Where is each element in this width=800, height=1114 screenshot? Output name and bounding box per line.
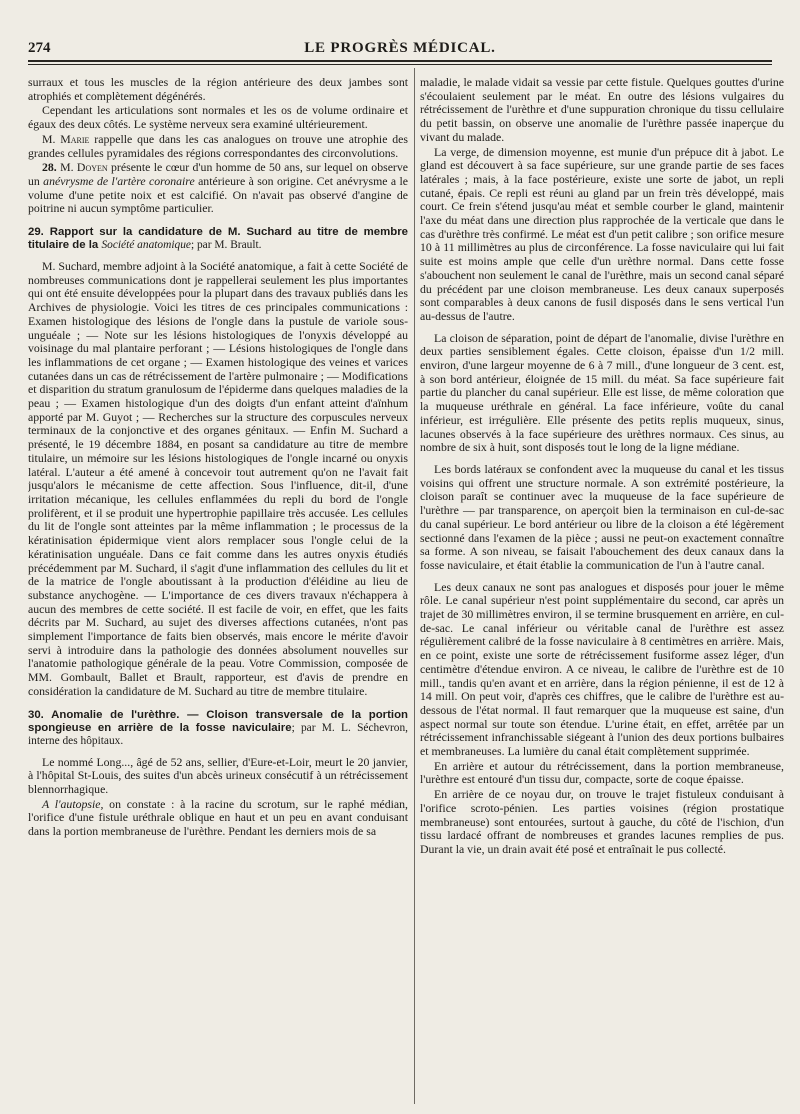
emphasis: A l'autopsie, [42, 796, 104, 811]
column-divider [414, 68, 415, 1104]
running-header [28, 38, 772, 62]
paragraph: Le nommé Long..., âgé de 52 ans, sellier, d'Eure-et-Loir, meurt le 20 janvier, à l'hôpital St-Louis, des suites d'un abcès urineux consécutif à un rétrécissement blennorrhagique. [28, 754, 408, 796]
paragraph: M. Suchard, membre adjoint à la Société anatomique, a fait à cette Société de nombreuses communications dont je rappellerai seulement les plus importantes qui ont été ensuite développées pour la plupart dans des travaux publiés dans les Archives de physiologie. Voici les titres de ces principales communications : Examen histologique des lésions de l'ongle dans la pustule de variole sous-unguéale ; — Note sur les lésions histologiques de l'onyxis développé au voisinage du mal plantaire perforant ; — Lésions histologiques de l'ongle dans les inflammations de cet organe ; — Examen histologique des veines et varices cutanées dans un cas de rétrécissement de l'artère pulmonaire ; — Modifications et disparition du stratum granulosum de l'épiderme dans quelques maladies de la peau ; — Examen histologique d'un des doigts d'un enfant atteint d'aïnhum apporté par M. Guyot ; — Recherches sur la structure des corpuscules nerveux terminaux de la conjonctive et des organes génitaux. — Enfin M. Suchard a présenté, le 19 décembre 1884, en posant sa candidature au titre de membre titulaire, un mémoire sur les lésions histologiques de l'ongle incarné ou onyxis latéral. L'auteur a été amené à concevoir tout autrement qu'on ne l'avait fait jusqu'alors le mécanisme de cette affection. Sous l'influence, dit-il, d'une irritation mécanique, les cellules enflammées du repli du bord de l'ongle prolifèrent, et il se produit une hypertrophie papillaire très accusée. Les cellules du lit de l'ongle sont atteintes par la même inflammation ; le processus de la kératinisation épidermique vient alors remplacer sous l'ongle celui de la kératinisation unguéale. Dans ce fait comme dans les autres onyxis étudiés précédemment par M. Suchard, il s'agit d'une inflammation des cellules du lit et de la matrice de l'ongle aboutissant à la production d'éléidine au lieu de substance anychogène. — L'importance de ces divers travaux n'échappera à aucun des membres de cette société. Il est facile de voir, en effet, que les faits décrits par M. Suchard, au sujet des diverses affections cutanées, n'ont pas simplement l'importance de faits bien observés, mais encore le mérite d'avoir servi à introduire dans la pathologie des données absolument nouvelles sur l'anatomie pathologique générale de la peau. Votre Commission, composée de MM. Gombault, Ballet et Brault, rapporteur, est d'avis de prendre en considération la candidature de M. Suchard au titre de membre titulaire. [28, 259, 408, 698]
section-aside: Société anatomique [101, 239, 191, 252]
paragraph: Les bords latéraux se confondent avec la muqueuse du canal et les tissus voisins qui offrent une structure normale. A son extrémité postérieure, la cloison paraît se continuer avec la muqueuse de la face supérieure de l'urèthre — par transparence, on aperçoit bien la terminaison en cul-de-sac du canal supérieur. Le bord antérieur ou libre de la cloison a été légèrement sectionné dans l'examen de la pièce ; aussi ne peut-on exactement connaître sa forme. A son niveau, se faisait l'abouchement des deux canaux dans la fosse naviculaire, et était établie la communication de l'un à l'autre canal. [420, 461, 784, 572]
section-author: ; par M. Brault. [190, 239, 262, 252]
paragraph [28, 798, 408, 839]
section-heading [28, 709, 408, 748]
item-number: 28. [42, 160, 57, 175]
paragraph: surraux et tous les muscles de la région antérieure des deux jambes sont atrophiés et complètement dégénérés. [28, 76, 408, 103]
paragraph [28, 161, 408, 216]
section-number: 29. [28, 226, 44, 239]
paragraph-text: rappelle que dans les cas analogues on trouve une atrophie des grandes cellules pyramidales des régions correspondantes des circonvolutions. [28, 131, 408, 160]
section-number: 30. [28, 708, 44, 721]
left-column [28, 76, 408, 1098]
header-rule [28, 64, 772, 65]
paragraph [28, 133, 408, 160]
paragraph: En arrière de ce noyau dur, on trouve le trajet fistuleux conduisant à l'orifice scroto-pénien. Les parties voisines (région prostatique membraneuse) sont entourées, surtout à gauche, du côté de l'ischion, d'un tissu lardacé offrant de nombreuses et grandes lacunes remplies de pus. Durant la vie, un drain avait été posé et entraînait le pus collecté. [420, 787, 784, 856]
author-name: M. Marie [42, 131, 90, 146]
page-number: 274 [28, 40, 51, 56]
paragraph-text: présente le cœur d'un homme de 50 ans, sur lequel on observe un [28, 160, 408, 188]
paragraph: maladie, le malade vidait sa vessie par cette fistule. Quelques gouttes d'urine s'écoulaient seulement par le méat. En outre des lésions vulgaires du rétrécissement de l'urèthre et d'une suppuration chronique du tissu cellulaire du petit bassin, on observe une anomalie de l'urèthre passée inaperçue du vivant du malade. [420, 76, 784, 144]
section-author: ; par M. L. Séchevron, interne des hôpitaux. [28, 721, 408, 747]
paragraph: La verge, de dimension moyenne, est munie d'un prépuce dit à jabot. Le gland est découvert à sa face supérieure, sur une grande partie de ses faces latérales ; mais, à la face postérieure, existe une sorte de jabot, un repli cutané, épais. Ce repli est réuni au gland par un frein très développé, mais court. Ce frein s'étend jusqu'au méat et semble courber le gland, maintenir l'axe du méat dans une direction plus rapprochée de la verticale que dans le cas d'urèthre très confirmé. Le méat est d'un petit calibre ; son orifice mesure 10 à 11 millimètres au plus de circonférence. La fosse naviculaire qui lui fait suite est moins ample que celle d'un urèthre normal. Dans cette fosse s'abouchent non seulement le canal de l'urèthre, mais un second canal séparé du précédent par une cloison membraneuse. Les deux canaux superposés sont comparables à deux canons de fusil disposés dans le sens vertical l'un au-dessus de l'autre. [420, 144, 784, 323]
section-title: Rapport sur la candidature de M. Suchard au titre de membre titulaire de la [28, 226, 408, 252]
paragraph: En arrière et autour du rétrécissement, dans la portion membraneuse, l'urèthre est entouré d'un tissu dur, compacte, sorte de coque épaisse. [420, 758, 784, 787]
section-heading [28, 226, 408, 252]
section-title: Anomalie de l'urèthre. — Cloison transversale de la portion spongieuse en arrière de la fosse naviculaire [28, 708, 408, 734]
right-column [420, 76, 784, 1098]
paragraph: Cependant les articulations sont normales et les os de volume ordinaire et égaux des deux côtés. Le système nerveux sera examiné ultérieurement. [28, 103, 408, 132]
paragraph-text: antérieure à son origine. Cet anévrysme a le volume d'une petite noix et est calcifié. On n'avait pas observé d'angine de poitrine ni aucun symptôme particulier. [28, 173, 408, 216]
journal-title: LE PROGRÈS MÉDICAL. [304, 40, 496, 56]
emphasis: anévrysme de l'artère coronaire [43, 173, 195, 188]
paragraph: La cloison de séparation, point de départ de l'anomalie, divise l'urèthre en deux parties sensiblement égales. Cette cloison, épaisse d'un 1/2 mill. environ, d'une largeur moyenne de 6 à 7 mill., d'une longueur de 3 cent. est, à son bord antérieur, éloignée de 15 mill. du méat. Sa face supérieure fait partie du plancher du canal supérieur. Elle est lisse, de même coloration que la muqueuse uréthrale en général. La face inférieure, voûte du canal inférieur, est irrégulière. Elle présente des petits replis muqueux, sinus, lacunes observés à la face supérieure des urèthres normaux. Ces sinus, au nombre de six à huit, sont disposés tout le long de la ligne médiane. [420, 330, 784, 455]
paragraph-text: on constate : à la racine du scrotum, sur le raphé médian, l'orifice d'une fistule uréthrale oblique en haut et un peu en avant conduisant dans la portion membraneuse de l'urèthre. Pendant les derniers mois de sa [28, 796, 408, 839]
author-name: M. Doyen [60, 160, 108, 175]
paragraph: Les deux canaux ne sont pas analogues et disposés pour jouer le même rôle. Le canal supérieur n'est point supplémentaire du second, car après un trajet de 30 millimètres environ, il se termine brusquement en arrière, en cul-de-sac. Le canal inférieur ou véritable canal de l'urèthre est assez régulièrement calibré de la fosse naviculaire à 8 centimètres en arrière. Mais, en ce point, existe une sorte de rétrécissement fusiforme assez léger, d'un centimètre d'étendue environ. A ce niveau, le calibre de l'urèthre est de 10 mill., tandis qu'en avant et en arrière, dans la région pénienne, il est de 12 à 14 mill. On peut voir, d'après ces chiffres, que le calibre de l'urèthre est au-dessous de l'état normal. Il faut remarquer que la muqueuse est saine, d'un aspect normal sur toute son étendue. L'urine était, en effet, arrêtée par un rétrécissement infranchissable siégeant à l'union des deux portions bulbaires et membraneuses. La lumière du canal était complètement supprimée. [420, 579, 784, 759]
